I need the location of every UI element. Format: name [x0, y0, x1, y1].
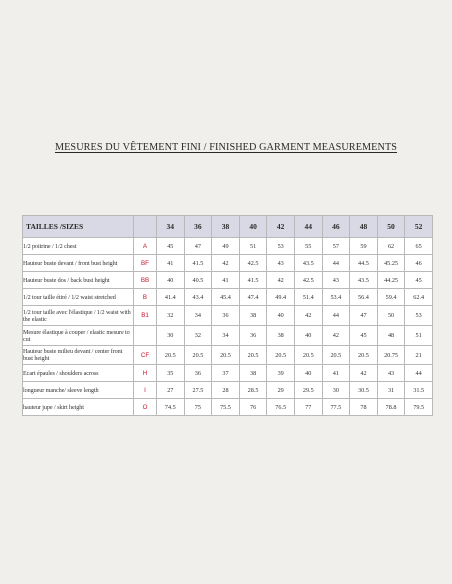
- measurement-code: O: [134, 399, 157, 416]
- measurement-label: Hauteur buste devant / front bust height: [23, 255, 134, 272]
- measurement-value: 34: [212, 326, 240, 346]
- size-header: 44: [294, 216, 322, 238]
- table-row: [23, 255, 433, 272]
- measurement-value: 75.5: [212, 399, 240, 416]
- measurement-value: 43: [267, 255, 295, 272]
- measurement-label: hauteur jupe / skirt height: [23, 399, 134, 416]
- table-row: [23, 346, 433, 365]
- measurement-value: 20.5: [184, 346, 212, 365]
- measurement-value: 53.4: [322, 289, 350, 306]
- measurement-value: 20.5: [212, 346, 240, 365]
- measurements-table: [22, 215, 433, 416]
- measurement-value: 27: [157, 382, 185, 399]
- measurement-value: 76: [239, 399, 267, 416]
- measurement-value: 49.4: [267, 289, 295, 306]
- measurement-value: 20.5: [322, 346, 350, 365]
- measurement-value: 44.5: [350, 255, 378, 272]
- measurement-value: 59.4: [377, 289, 405, 306]
- measurement-value: 48: [377, 326, 405, 346]
- table-header-row: [23, 216, 433, 238]
- measurement-value: 50: [377, 306, 405, 326]
- measurement-value: 55: [294, 238, 322, 255]
- measurement-value: 36: [184, 365, 212, 382]
- measurement-value: 42: [350, 365, 378, 382]
- measurement-value: 36: [239, 326, 267, 346]
- measurement-value: 47.4: [239, 289, 267, 306]
- measurement-value: 46: [405, 255, 433, 272]
- size-header: 46: [322, 216, 350, 238]
- measurement-value: 40: [267, 306, 295, 326]
- measurement-value: 30: [322, 382, 350, 399]
- measurement-label: longueur manche/ sleeve length: [23, 382, 134, 399]
- measurement-value: 75: [184, 399, 212, 416]
- measurement-value: 20.5: [239, 346, 267, 365]
- measurement-value: 43: [377, 365, 405, 382]
- measurement-value: 42: [267, 272, 295, 289]
- measurement-value: 49: [212, 238, 240, 255]
- measurement-value: 62.4: [405, 289, 433, 306]
- measurement-value: 32: [184, 326, 212, 346]
- measurement-value: 40: [294, 326, 322, 346]
- size-header: 48: [350, 216, 378, 238]
- measurement-value: 51: [405, 326, 433, 346]
- page-title: MESURES DU VÊTEMENT FINI / FINISHED GARMENT MEASUREMENTS: [54, 142, 398, 153]
- measurement-value: 47: [184, 238, 212, 255]
- measurement-value: 29: [267, 382, 295, 399]
- measurement-value: 45: [157, 238, 185, 255]
- measurement-value: 42: [294, 306, 322, 326]
- measurement-value: 37: [212, 365, 240, 382]
- table-row: [23, 382, 433, 399]
- header-code: [134, 216, 157, 238]
- measurement-value: 45: [405, 272, 433, 289]
- table-row: [23, 399, 433, 416]
- size-header: 36: [184, 216, 212, 238]
- size-header: 38: [212, 216, 240, 238]
- measurement-value: 79.5: [405, 399, 433, 416]
- measurement-value: 41: [322, 365, 350, 382]
- measurement-value: 41: [157, 255, 185, 272]
- measurement-value: 44: [405, 365, 433, 382]
- measurement-value: 31: [377, 382, 405, 399]
- size-header: 52: [405, 216, 433, 238]
- measurement-value: 32: [157, 306, 185, 326]
- measurement-value: 43.5: [350, 272, 378, 289]
- measurement-value: 40: [157, 272, 185, 289]
- measurement-value: 77: [294, 399, 322, 416]
- measurement-value: 74.5: [157, 399, 185, 416]
- measurement-value: 30.5: [350, 382, 378, 399]
- size-header: 34: [157, 216, 185, 238]
- measurement-value: 45.25: [377, 255, 405, 272]
- measurement-value: 78: [350, 399, 378, 416]
- measurement-value: 20.5: [157, 346, 185, 365]
- size-header: 40: [239, 216, 267, 238]
- measurement-code: A: [134, 238, 157, 255]
- measurement-value: 45.4: [212, 289, 240, 306]
- measurement-value: 42: [322, 326, 350, 346]
- measurement-value: 51.4: [294, 289, 322, 306]
- measurement-label: Ecart épaules / shoulders across: [23, 365, 134, 382]
- measurement-value: 38: [239, 365, 267, 382]
- measurement-value: 47: [350, 306, 378, 326]
- measurement-code: H: [134, 365, 157, 382]
- measurement-value: 42.5: [239, 255, 267, 272]
- measurement-value: 77.5: [322, 399, 350, 416]
- header-label: TAILLES /SIZES: [23, 216, 134, 238]
- table-row: [23, 326, 433, 346]
- measurement-value: 20.5: [294, 346, 322, 365]
- measurement-value: 36: [212, 306, 240, 326]
- measurement-value: 44.25: [377, 272, 405, 289]
- measurement-value: 41.4: [157, 289, 185, 306]
- measurement-code: [134, 326, 157, 346]
- measurement-value: 76.5: [267, 399, 295, 416]
- measurement-value: 38: [267, 326, 295, 346]
- measurement-code: BB: [134, 272, 157, 289]
- measurement-label: Hauteur buste milieu devant / center front bust height: [23, 346, 134, 365]
- measurement-label: Mesure élastique à couper / elastic mesure to cut: [23, 326, 134, 346]
- measurement-value: 43.4: [184, 289, 212, 306]
- measurement-value: 45: [350, 326, 378, 346]
- measurement-value: 41.5: [184, 255, 212, 272]
- measurement-value: 57: [322, 238, 350, 255]
- measurement-value: 44: [322, 255, 350, 272]
- table-row: [23, 289, 433, 306]
- measurement-value: 38: [239, 306, 267, 326]
- measurement-value: 51: [239, 238, 267, 255]
- measurement-value: 27.5: [184, 382, 212, 399]
- size-header: 42: [267, 216, 295, 238]
- measurement-value: 65: [405, 238, 433, 255]
- measurement-value: 42.5: [294, 272, 322, 289]
- measurement-value: 62: [377, 238, 405, 255]
- measurement-label: Hauteur buste dos / back bust height: [23, 272, 134, 289]
- measurement-value: 34: [184, 306, 212, 326]
- measurement-value: 56.4: [350, 289, 378, 306]
- measurement-value: 20.5: [267, 346, 295, 365]
- measurement-value: 53: [405, 306, 433, 326]
- measurement-value: 53: [267, 238, 295, 255]
- table-body: [23, 238, 433, 416]
- measurement-value: 20.75: [377, 346, 405, 365]
- table-row: [23, 238, 433, 255]
- measurement-value: 44: [322, 306, 350, 326]
- measurement-value: 59: [350, 238, 378, 255]
- size-header: 50: [377, 216, 405, 238]
- table-row: [23, 365, 433, 382]
- measurement-value: 39: [267, 365, 295, 382]
- measurement-value: 41: [212, 272, 240, 289]
- measurement-label: 1/2 tour taille étiré / 1/2 waist stretched: [23, 289, 134, 306]
- measurement-code: B1: [134, 306, 157, 326]
- measurement-code: I: [134, 382, 157, 399]
- measurement-value: 78.8: [377, 399, 405, 416]
- measurement-code: BF: [134, 255, 157, 272]
- measurement-label: 1/2 tour taille avec l'élastique / 1/2 waist with the elastic: [23, 306, 134, 326]
- measurement-value: 28: [212, 382, 240, 399]
- measurement-code: CF: [134, 346, 157, 365]
- table-row: [23, 272, 433, 289]
- measurement-value: 21: [405, 346, 433, 365]
- measurement-value: 30: [157, 326, 185, 346]
- measurement-value: 31.5: [405, 382, 433, 399]
- measurement-value: 35: [157, 365, 185, 382]
- measurement-value: 28.5: [239, 382, 267, 399]
- measurement-value: 40.5: [184, 272, 212, 289]
- measurement-code: B: [134, 289, 157, 306]
- measurement-label: 1/2 poitrine / 1/2 chest: [23, 238, 134, 255]
- measurement-value: 20.5: [350, 346, 378, 365]
- measurement-value: 42: [212, 255, 240, 272]
- table-row: [23, 306, 433, 326]
- measurement-value: 43.5: [294, 255, 322, 272]
- measurement-value: 41.5: [239, 272, 267, 289]
- measurement-value: 29.5: [294, 382, 322, 399]
- measurement-value: 43: [322, 272, 350, 289]
- measurement-value: 40: [294, 365, 322, 382]
